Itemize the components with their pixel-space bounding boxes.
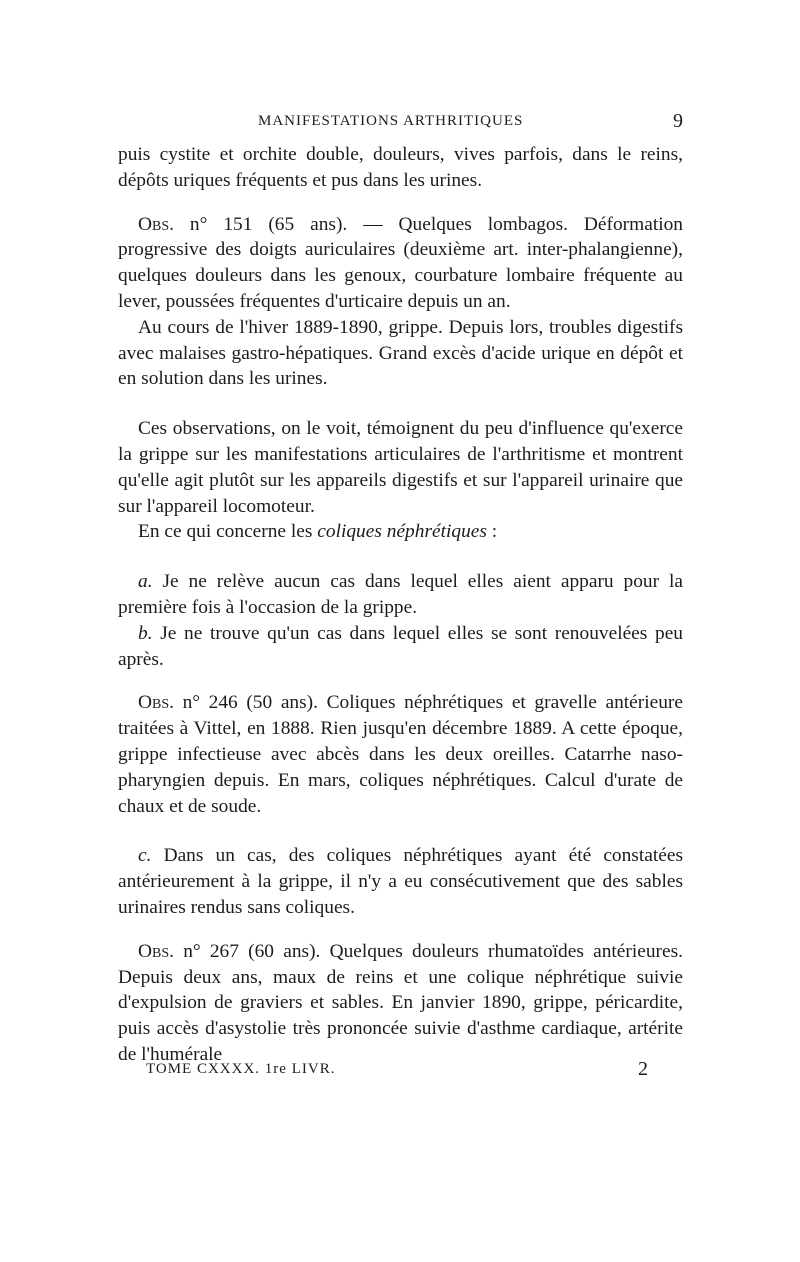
- item-text: Je ne trouve qu'un cas dans lequel elles se sont renouvelées peu après.: [118, 622, 683, 670]
- paragraph-text: En ce qui concerne les: [138, 521, 318, 543]
- page-header: [118, 110, 683, 137]
- paragraph-conclusion: [118, 416, 683, 519]
- observation-label: Obs.: [138, 692, 174, 714]
- observation-text: n° 267 (60 ans). Quelques douleurs rhumatoïdes antérieures. Depuis deux ans, maux de reins et une colique néphrétique suivie d'expulsion de graviers et sables. En janvier 1890, grippe, péricardite, puis accès d'asystolie très prononcée suivie d'asthme cardiaque, artérite de l'humérale: [118, 940, 683, 1065]
- item-letter: b.: [138, 622, 153, 644]
- sheet-number: 2: [638, 1058, 648, 1080]
- printer-signature: TOME CXXXX. 1re LIVR.: [146, 1061, 336, 1077]
- observation-text: n° 246 (50 ans). Coliques néphrétiques et gravelle antérieure traitées à Vittel, en 1888. Rien jusqu'en décembre 1889. A cette époque, grippe infectieuse avec abcès dans les deux oreilles. Catarrhe naso-pharyngien depuis. En mars, coliques néphrétiques. Calcul d'urate de chaux et de soude.: [118, 692, 683, 817]
- running-title: MANIFESTATIONS ARTHRITIQUES: [258, 113, 524, 129]
- item-text: Dans un cas, des coliques néphrétiques ayant été constatées antérieurement à la grippe, il n'y a eu consécutivement que des sables urinaires rendus sans coliques.: [118, 845, 683, 918]
- paragraph-grippe-1889: [118, 315, 683, 392]
- paragraph-text: puis cystite et orchite double, douleurs, vives parfois, dans le reins, dépôts uriques fréquents et pus dans les urines.: [118, 144, 683, 191]
- item-b: [118, 621, 683, 673]
- item-text: Je ne relève aucun cas dans lequel elles aient apparu pour la première fois à l'occasion de la grippe.: [118, 571, 683, 618]
- page-body: [118, 142, 683, 1068]
- observation-label: Obs.: [138, 940, 174, 962]
- observation-151: [118, 212, 683, 315]
- item-letter: c.: [138, 845, 152, 867]
- italic-term: coliques néphrétiques: [317, 521, 487, 543]
- page-number: 9: [673, 110, 683, 132]
- paragraph-text: Au cours de l'hiver 1889-1890, grippe. Depuis lors, troubles digestifs avec malaises gastro-hépatiques. Grand excès d'acide urique en dépôt et en solution dans les urines.: [118, 316, 683, 390]
- observation-267: [118, 939, 683, 1068]
- observation-246: [118, 690, 683, 819]
- item-letter: a.: [138, 571, 153, 593]
- paragraph-coliques-intro: [118, 519, 683, 545]
- paragraph-text: Ces observations, on le voit, témoignent du peu d'influence qu'exerce la grippe sur les manifestations articulaires de l'arthritisme et montrent qu'elle agit plutôt sur les appareils digestifs et sur l'appareil urinaire que sur l'appareil locomoteur.: [118, 418, 683, 517]
- paragraph-text-end: :: [486, 521, 498, 543]
- item-a: [118, 569, 683, 621]
- item-c: [118, 843, 683, 920]
- observation-label: Obs.: [138, 213, 174, 235]
- paragraph-continuation: [118, 142, 683, 194]
- page-footer: [118, 1058, 683, 1087]
- observation-text: n° 151 (65 ans). — Quelques lombagos. Déformation progressive des doigts auriculaires (deuxième art. inter-phalangienne), quelques douleurs dans les genoux, courbature lombaire fréquente au lever, poussées fréquentes d'urticaire depuis un an.: [118, 213, 683, 312]
